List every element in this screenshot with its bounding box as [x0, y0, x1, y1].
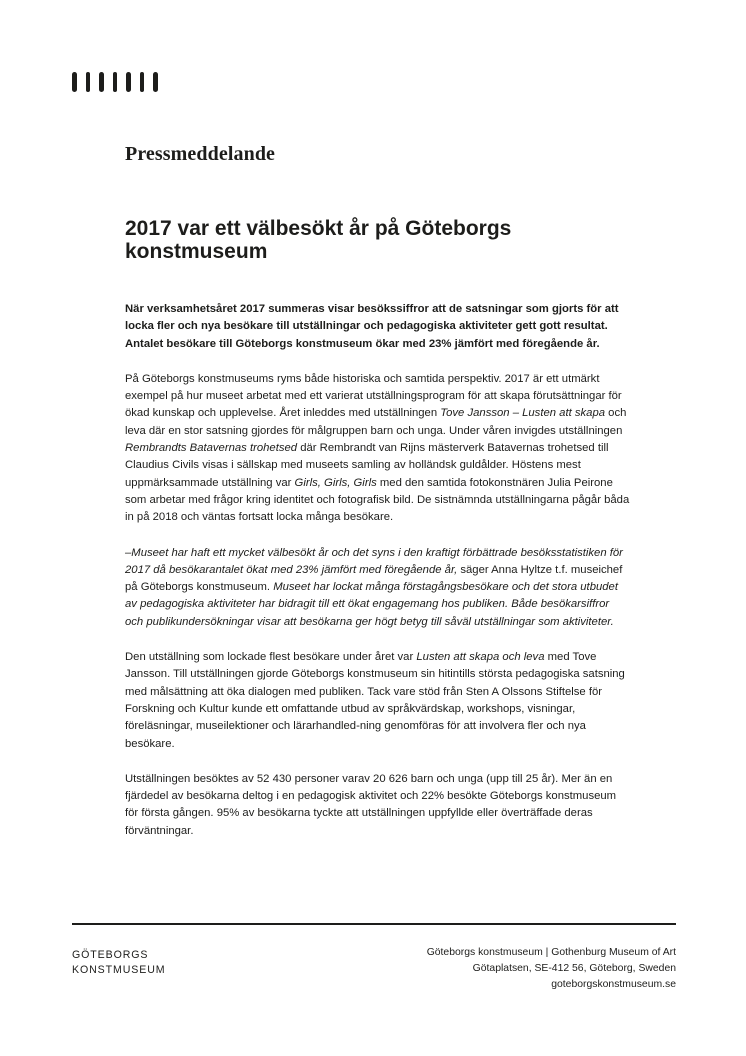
quote-attribution: säger Anna Hyltze t.f. museichef på Göteborgs konstmuseum.: [125, 563, 623, 594]
text-segment: På Göteborgs konstmuseums ryms både historiska och samtida perspektiv. 2017 är ett utmärkt exempel på hur museet arbetat med ett varierat utställningsprogram för att skapa förutsättningar för ökad kunskap och upplevelse. Året inleddes med utställningen: [125, 372, 622, 420]
press-release-body: [125, 301, 630, 858]
exhibition-title: Girls, Girls, Girls: [294, 476, 377, 489]
footer-logo-wordmark: [72, 948, 165, 978]
lead-paragraph: När verksamhetsåret 2017 summeras visar besökssiffror att de satsningar som gjorts för att locka fler och nya besökare till utställningar och pedagogiska aktiviteter gett gott resultat. Antalet besökare till Göteborgs konstmuseum ökar med 23% jämfört med föregående år.: [125, 303, 619, 350]
document-type: Pressmeddelande: [125, 143, 276, 165]
exhibition-title: Rembrandts Batavernas trohetsed: [125, 442, 298, 455]
exhibition-title: Tove Jansson – Lusten att skapa: [440, 407, 606, 420]
quote-text: –Museet har haft ett mycket välbesökt år och det syns i den kraftigt förbättrade besöksstatistiken för 2017 då besökarantalet ökat med 23% jämfört med föregående år,: [125, 546, 623, 576]
text-segment: och leva där en stor satsning gjordes för målgruppen barn och unga. Under våren invigdes utställningen: [125, 407, 627, 437]
body-paragraph-statistics: Utställningen besöktes av 52 430 personer varav 20 626 barn och unga (upp till 25 år). Mer än en fjärdedel av besökarna deltog i en pedagogisk aktivitet och 22% besökte Göteborgs konstmuseum för första gången. 95% av besökarna tyckte att utställningen uppfyllde eller överträffade deras förväntningar.: [125, 772, 617, 837]
body-paragraph-most-visited: [125, 649, 630, 753]
footer-logo-line: KONSTMUSEUM: [72, 964, 166, 976]
body-paragraph-quote: [125, 545, 630, 631]
footer-website-link[interactable]: goteborgskonstmuseum.se: [551, 979, 676, 990]
footer-museum-name: Göteborgs konstmuseum | Gothenburg Museum of Art: [426, 947, 676, 958]
quote-text: Museet har lockat många förstagångsbesökare och det stora utbudet av pedagogiska aktiviteter har bidragit till ett ökat engagemang hos publiken. Både besökarsiffror och publikundersökningar visar att besökarna ger högt betyg till såväl utställningar som aktiviteter.: [125, 581, 618, 628]
footer-address: Götaplatsen, SE-412 56, Göteborg, Sweden: [472, 963, 676, 974]
text-segment: där Rembrandt van Rijns mästerverk Batavernas trohetsed till Claudius Civils visas i sällskap med museets samling av holländsk guldålder. Höstens mest uppmärksammade utställning var: [125, 442, 609, 489]
footer-divider: [72, 923, 676, 925]
footer-logo-line: GÖTEBORGS: [72, 949, 149, 961]
text-segment: med Tove Jansson. Till utställningen gjorde Göteborgs konstmuseum sin hitintills största pedagogiska satsning med målsättning att öka dialogen med publiken. Tack vare stöd från Sten A Olssons Stiftelse för Forskning och Kultur kunde ett omfattande utbud av språkvärdskap, workshops, visningar, föreläsningar, museilektioner och lärarhandled-ning genomföras för att involvera fler och nya besökare.: [125, 651, 625, 750]
text-segment: med den samtida fotokonstnären Julia Peirone som arbetar med frågor kring identitet och fotografisk bild. De sistnämnda utställningarna pågår båda in på 2018 och väntas fortsatt locka många besökare.: [125, 476, 630, 524]
press-release-headline: 2017 var ett välbesökt år på Göteborgs konstmuseum: [125, 217, 512, 263]
text-segment: Den utställning som lockade flest besökare under året var: [125, 651, 417, 664]
exhibition-title: Lusten att skapa och leva: [416, 651, 545, 664]
museum-logo-bars-icon: [72, 72, 158, 92]
body-paragraph-exhibitions: [125, 371, 630, 527]
footer-contact-block: [427, 945, 676, 993]
